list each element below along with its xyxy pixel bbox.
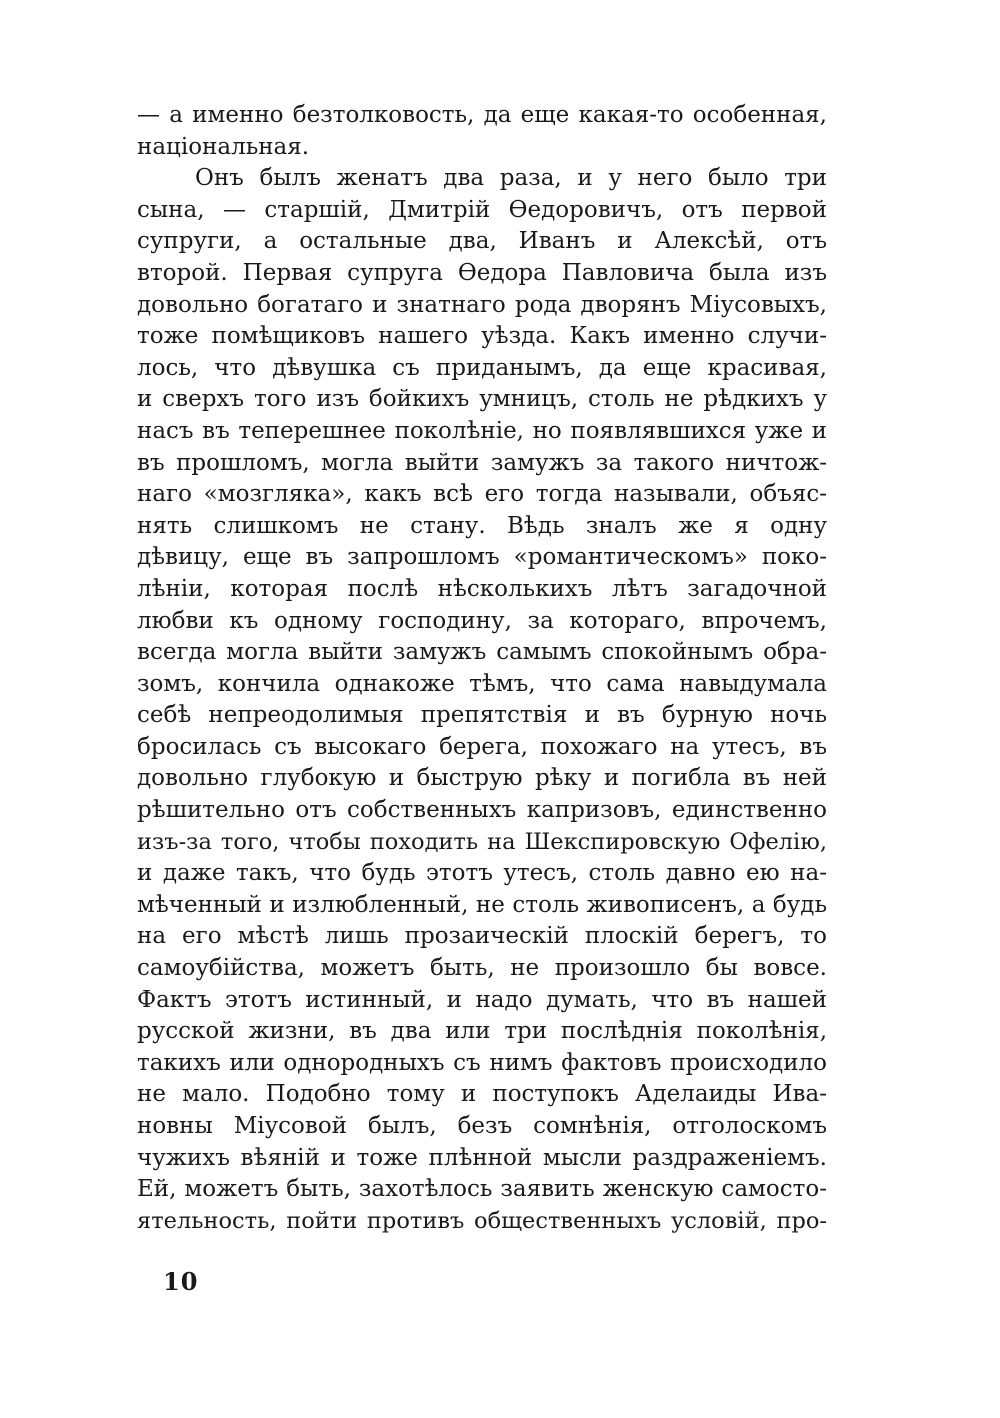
text-line: изъ-за того, чтобы походить на Шекспировскую Офелію,	[137, 828, 827, 855]
text-line: ятельность, пойти противъ общественныхъ условій, про-	[137, 1207, 827, 1234]
paragraph-start-line: Онъ былъ женатъ два раза, и у него было три	[195, 165, 827, 192]
text-line: тоже помѣщиковъ нашего уѣзда. Какъ именно случи-	[137, 323, 827, 350]
text-line: лѣніи, которая послѣ нѣсколькихъ лѣтъ загадочной	[137, 575, 827, 602]
text-line: любви къ одному господину, за котораго, впрочемъ,	[137, 607, 827, 634]
text-line: всегда могла выйти замужъ самымъ спокойнымъ обра-	[137, 639, 827, 666]
text-line: супруги, а остальные два, Иванъ и Алексѣй, отъ	[137, 228, 827, 255]
text-line: и сверхъ того изъ бойкихъ умницъ, столь не рѣдкихъ у	[137, 386, 827, 413]
text-line: не мало. Подобно тому и поступокъ Аделаиды Ива-	[137, 1081, 827, 1108]
text-line: лось, что дѣвушка съ приданымъ, да еще красивая,	[137, 354, 827, 381]
text-line: и даже такъ, что будь этотъ утесъ, столь давно ею на-	[137, 860, 827, 887]
text-line: самоубійства, можетъ быть, не произошло бы вовсе.	[137, 955, 827, 982]
text-line: довольно глубокую и быструю рѣку и погибла въ ней	[137, 765, 827, 792]
text-line: такихъ или однородныхъ съ нимъ фактовъ происходило	[137, 1049, 827, 1076]
text-line: рѣшительно отъ собственныхъ капризовъ, единственно	[137, 797, 827, 824]
text-line: Фактъ этотъ истинный, и надо думать, что въ нашей	[137, 986, 827, 1013]
text-line: довольно богатаго и знатнаго рода дворянъ Міусовыхъ,	[137, 291, 827, 318]
text-line: мѣченный и излюбленный, не столь живописенъ, а будь	[137, 891, 827, 918]
text-line: зомъ, кончила однакоже тѣмъ, что сама навыдумала	[137, 670, 827, 697]
page-number: 10	[163, 1267, 199, 1296]
text-line: Ей, можетъ быть, захотѣлось заявить женскую самосто-	[137, 1176, 827, 1203]
text-line: — а именно безтолковость, да еще какая-то особенная,	[137, 102, 827, 128]
text-line: на его мѣстѣ лишь прозаическій плоскій берегъ, то	[137, 923, 827, 950]
text-line: сына, — старшій, Дмитрій Өедоровичъ, отъ первой	[137, 196, 827, 223]
text-line: второй. Первая супруга Өедора Павловича была изъ	[137, 259, 827, 286]
text-line: чужихъ вѣяній и тоже плѣнной мысли раздраженіемъ.	[137, 1144, 827, 1171]
text-line: себѣ непреодолимыя препятствія и въ бурную ночь	[137, 702, 827, 729]
text-line: новны Міусовой былъ, безъ сомнѣнія, отголоскомъ	[137, 1113, 827, 1139]
text-line: нять слишкомъ не стану. Вѣдь зналъ же я одну	[137, 512, 827, 539]
body-text	[137, 100, 827, 1237]
text-line: русской жизни, въ два или три послѣднія поколѣнія,	[137, 1018, 827, 1045]
text-line: наго «мозгляка», какъ всѣ его тогда называли, объяс-	[137, 481, 827, 508]
text-line: бросилась съ высокаго берега, похожаго на утесъ, въ	[137, 733, 827, 760]
text-line: въ прошломъ, могла выйти замужъ за такого ничтож-	[137, 449, 827, 476]
text-line: насъ въ теперешнее поколѣніе, но появлявшихся уже и	[137, 417, 827, 444]
text-line: національная.	[137, 133, 310, 160]
text-line: дѣвицу, еще въ запрошломъ «романтическомъ» поко-	[137, 544, 827, 571]
